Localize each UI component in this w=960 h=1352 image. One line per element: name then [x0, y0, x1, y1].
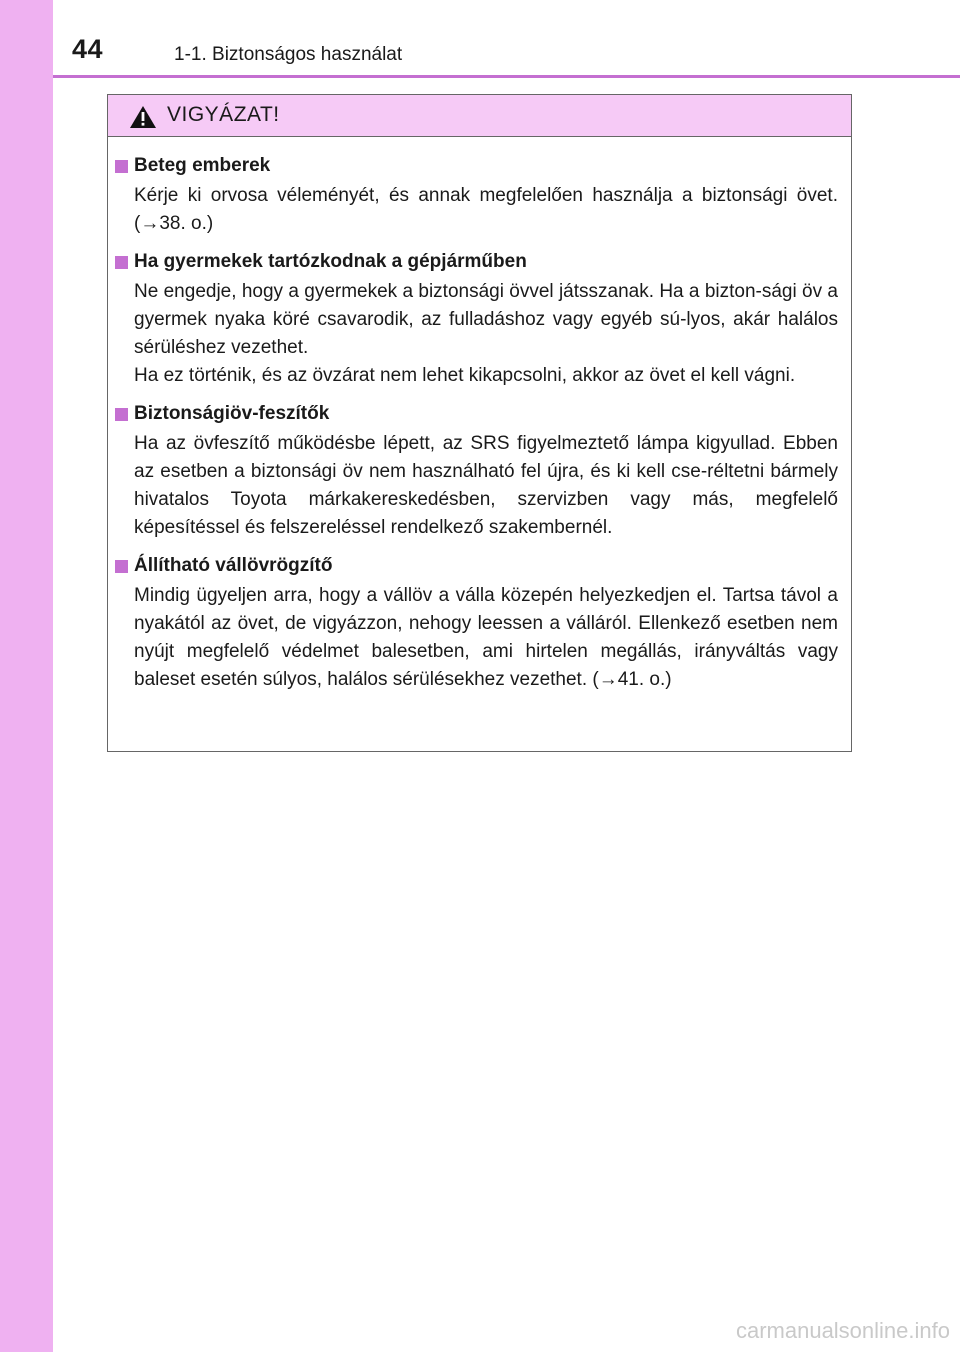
item-heading-text: Biztonságiöv-feszítők [134, 403, 330, 424]
section-title: 1-1. Biztonságos használat [174, 44, 403, 65]
square-bullet-icon [115, 256, 128, 269]
paragraph: Ha az övfeszítő működésbe lépett, az SRS figyelmeztető lámpa kigyullad. Ebben az esetben a biztonsági öv nem használható fel újra, és ki kell cse-réltetni bármely hivatalos Toyota márkakereskedésben, szervizben vagy más, megfelelő képesítéssel és felszereléssel rendelkező szakembernél. [134, 433, 838, 538]
paragraph: Ha ez történik, és az övzárat nem lehet kikapcsolni, akkor az övet el kell vágni. [134, 365, 796, 386]
item-heading-text: Állítható vállövrögzítő [134, 555, 333, 576]
header-rule [53, 75, 960, 78]
warning-header [108, 95, 851, 137]
square-bullet-icon [115, 560, 128, 573]
item-heading-text: Ha gyermekek tartózkodnak a gépjárműben [134, 251, 527, 272]
warning-triangle-icon [130, 106, 156, 128]
item-heading [115, 400, 838, 428]
square-bullet-icon [115, 408, 128, 421]
item-heading [115, 152, 838, 180]
item-text [115, 278, 838, 390]
item-text [115, 582, 838, 694]
watermark: carmanualsonline.info [735, 1318, 950, 1343]
warning-body [108, 137, 851, 694]
warning-box [107, 94, 852, 752]
item-heading [115, 552, 838, 580]
item-text [115, 430, 838, 542]
page-number: 44 [72, 34, 104, 64]
item-text [115, 182, 838, 238]
side-color-band [0, 0, 53, 1352]
item-heading [115, 248, 838, 276]
item-heading-text: Beteg emberek [134, 155, 271, 176]
square-bullet-icon [115, 160, 128, 173]
warning-title: VIGYÁZAT! [167, 103, 280, 126]
paragraph: Ne engedje, hogy a gyermekek a biztonsági övvel játsszanak. Ha a bizton-sági öv a gyermek nyaka köré csavarodik, az fulladáshoz vagy egyéb sú-lyos, akár halálos sérüléshez vezethet. [134, 281, 838, 358]
paragraph: Kérje ki orvosa véleményét, és annak megfelelően használja a biztonsági övet. (→38. o.) [134, 185, 838, 234]
paragraph: Mindig ügyeljen arra, hogy a vállöv a válla közepén helyezkedjen el. Tartsa távol a nyakától az övet, de vigyázzon, nehogy leessen a válláról. Ellenkező esetben nem nyújt megfelelő védelmet balesetben, ami hirtelen megállás, irányváltás vagy baleset esetén súlyos, halálos sérülésekhez vezethet. (→41. o.) [134, 585, 838, 690]
